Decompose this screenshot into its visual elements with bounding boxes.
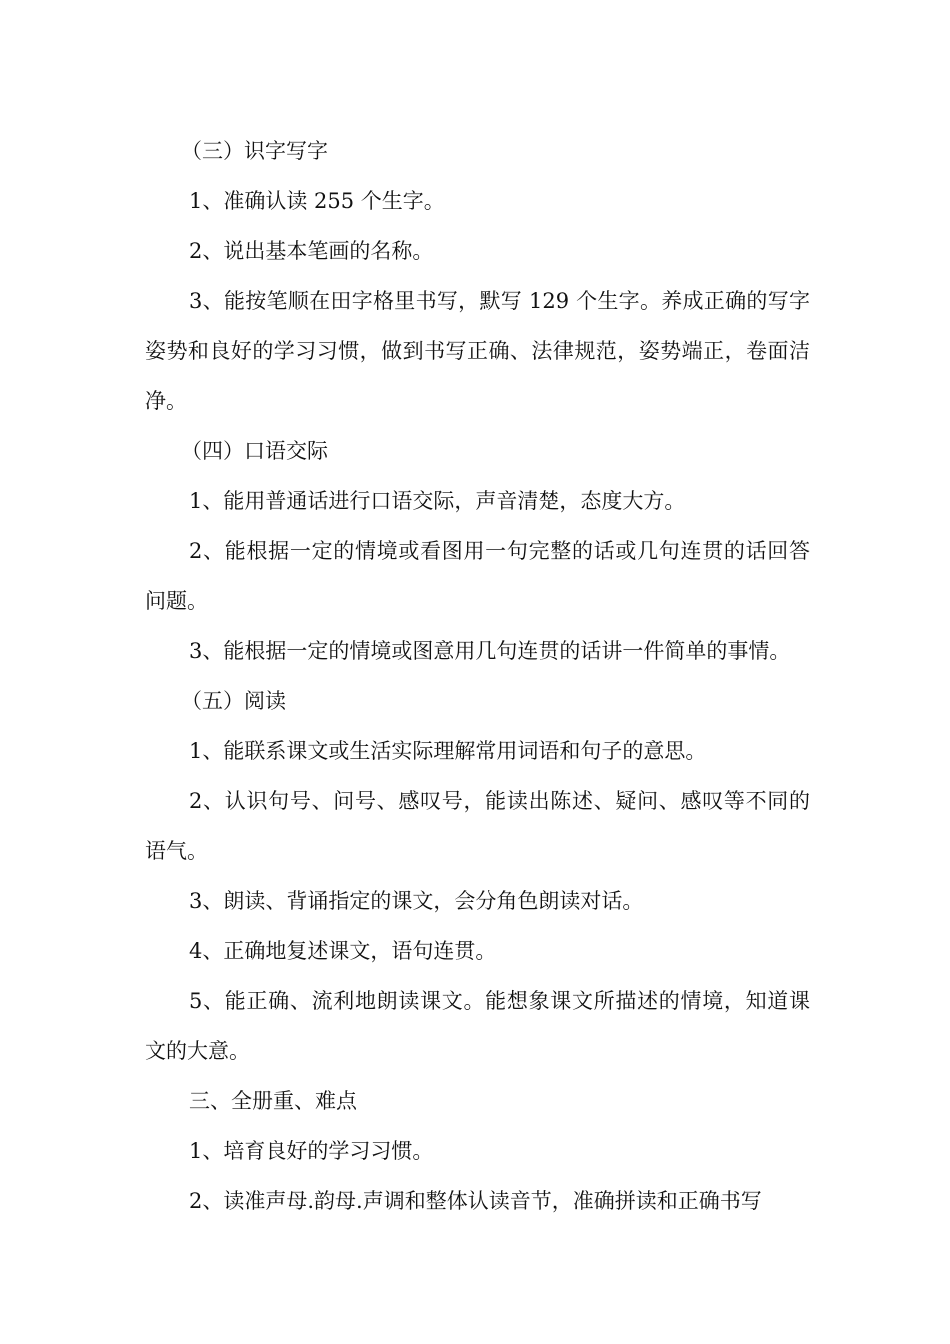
paragraph: 2、认识句号、问号、感叹号，能读出陈述、疑问、感叹等不同的语气。: [145, 789, 810, 863]
paragraph: 1、培育良好的学习习惯。: [189, 1139, 434, 1163]
paragraph: 3、能按笔顺在田字格里书写，默写 129 个生字。养成正确的写字姿势和良好的学习习惯，做到书写正确、法律规范，姿势端正，卷面洁净。: [145, 289, 810, 413]
paragraph: 3、朗读、背诵指定的课文，会分角色朗读对话。: [189, 889, 644, 913]
section-heading-key-difficult-points: 三、全册重、难点: [189, 1089, 357, 1113]
paragraph: 1、能联系课文或生活实际理解常用词语和句子的意思。: [189, 739, 707, 763]
paragraph: 2、说出基本笔画的名称。: [189, 239, 434, 263]
paragraph: 2、读准声母.韵母.声调和整体认读音节，准确拼读和正确书写: [189, 1189, 762, 1213]
paragraph: 3、能根据一定的情境或图意用几句连贯的话讲一件简单的事情。: [189, 639, 791, 663]
paragraph: 4、正确地复述课文，语句连贯。: [189, 939, 497, 963]
section-heading-reading: （五）阅读: [181, 689, 286, 713]
paragraph: 2、能根据一定的情境或看图用一句完整的话或几句连贯的话回答问题。: [145, 539, 810, 613]
paragraph: 1、准确认读 255 个生字。: [189, 189, 445, 213]
section-heading-oral-communication: （四）口语交际: [181, 439, 328, 463]
paragraph: 1、能用普通话进行口语交际，声音清楚，态度大方。: [189, 489, 686, 513]
paragraph: 5、能正确、流利地朗读课文。能想象课文所描述的情境，知道课文的大意。: [145, 989, 810, 1063]
document-body: [145, 126, 810, 1226]
section-heading-literacy-writing: （三）识字写字: [181, 139, 328, 163]
